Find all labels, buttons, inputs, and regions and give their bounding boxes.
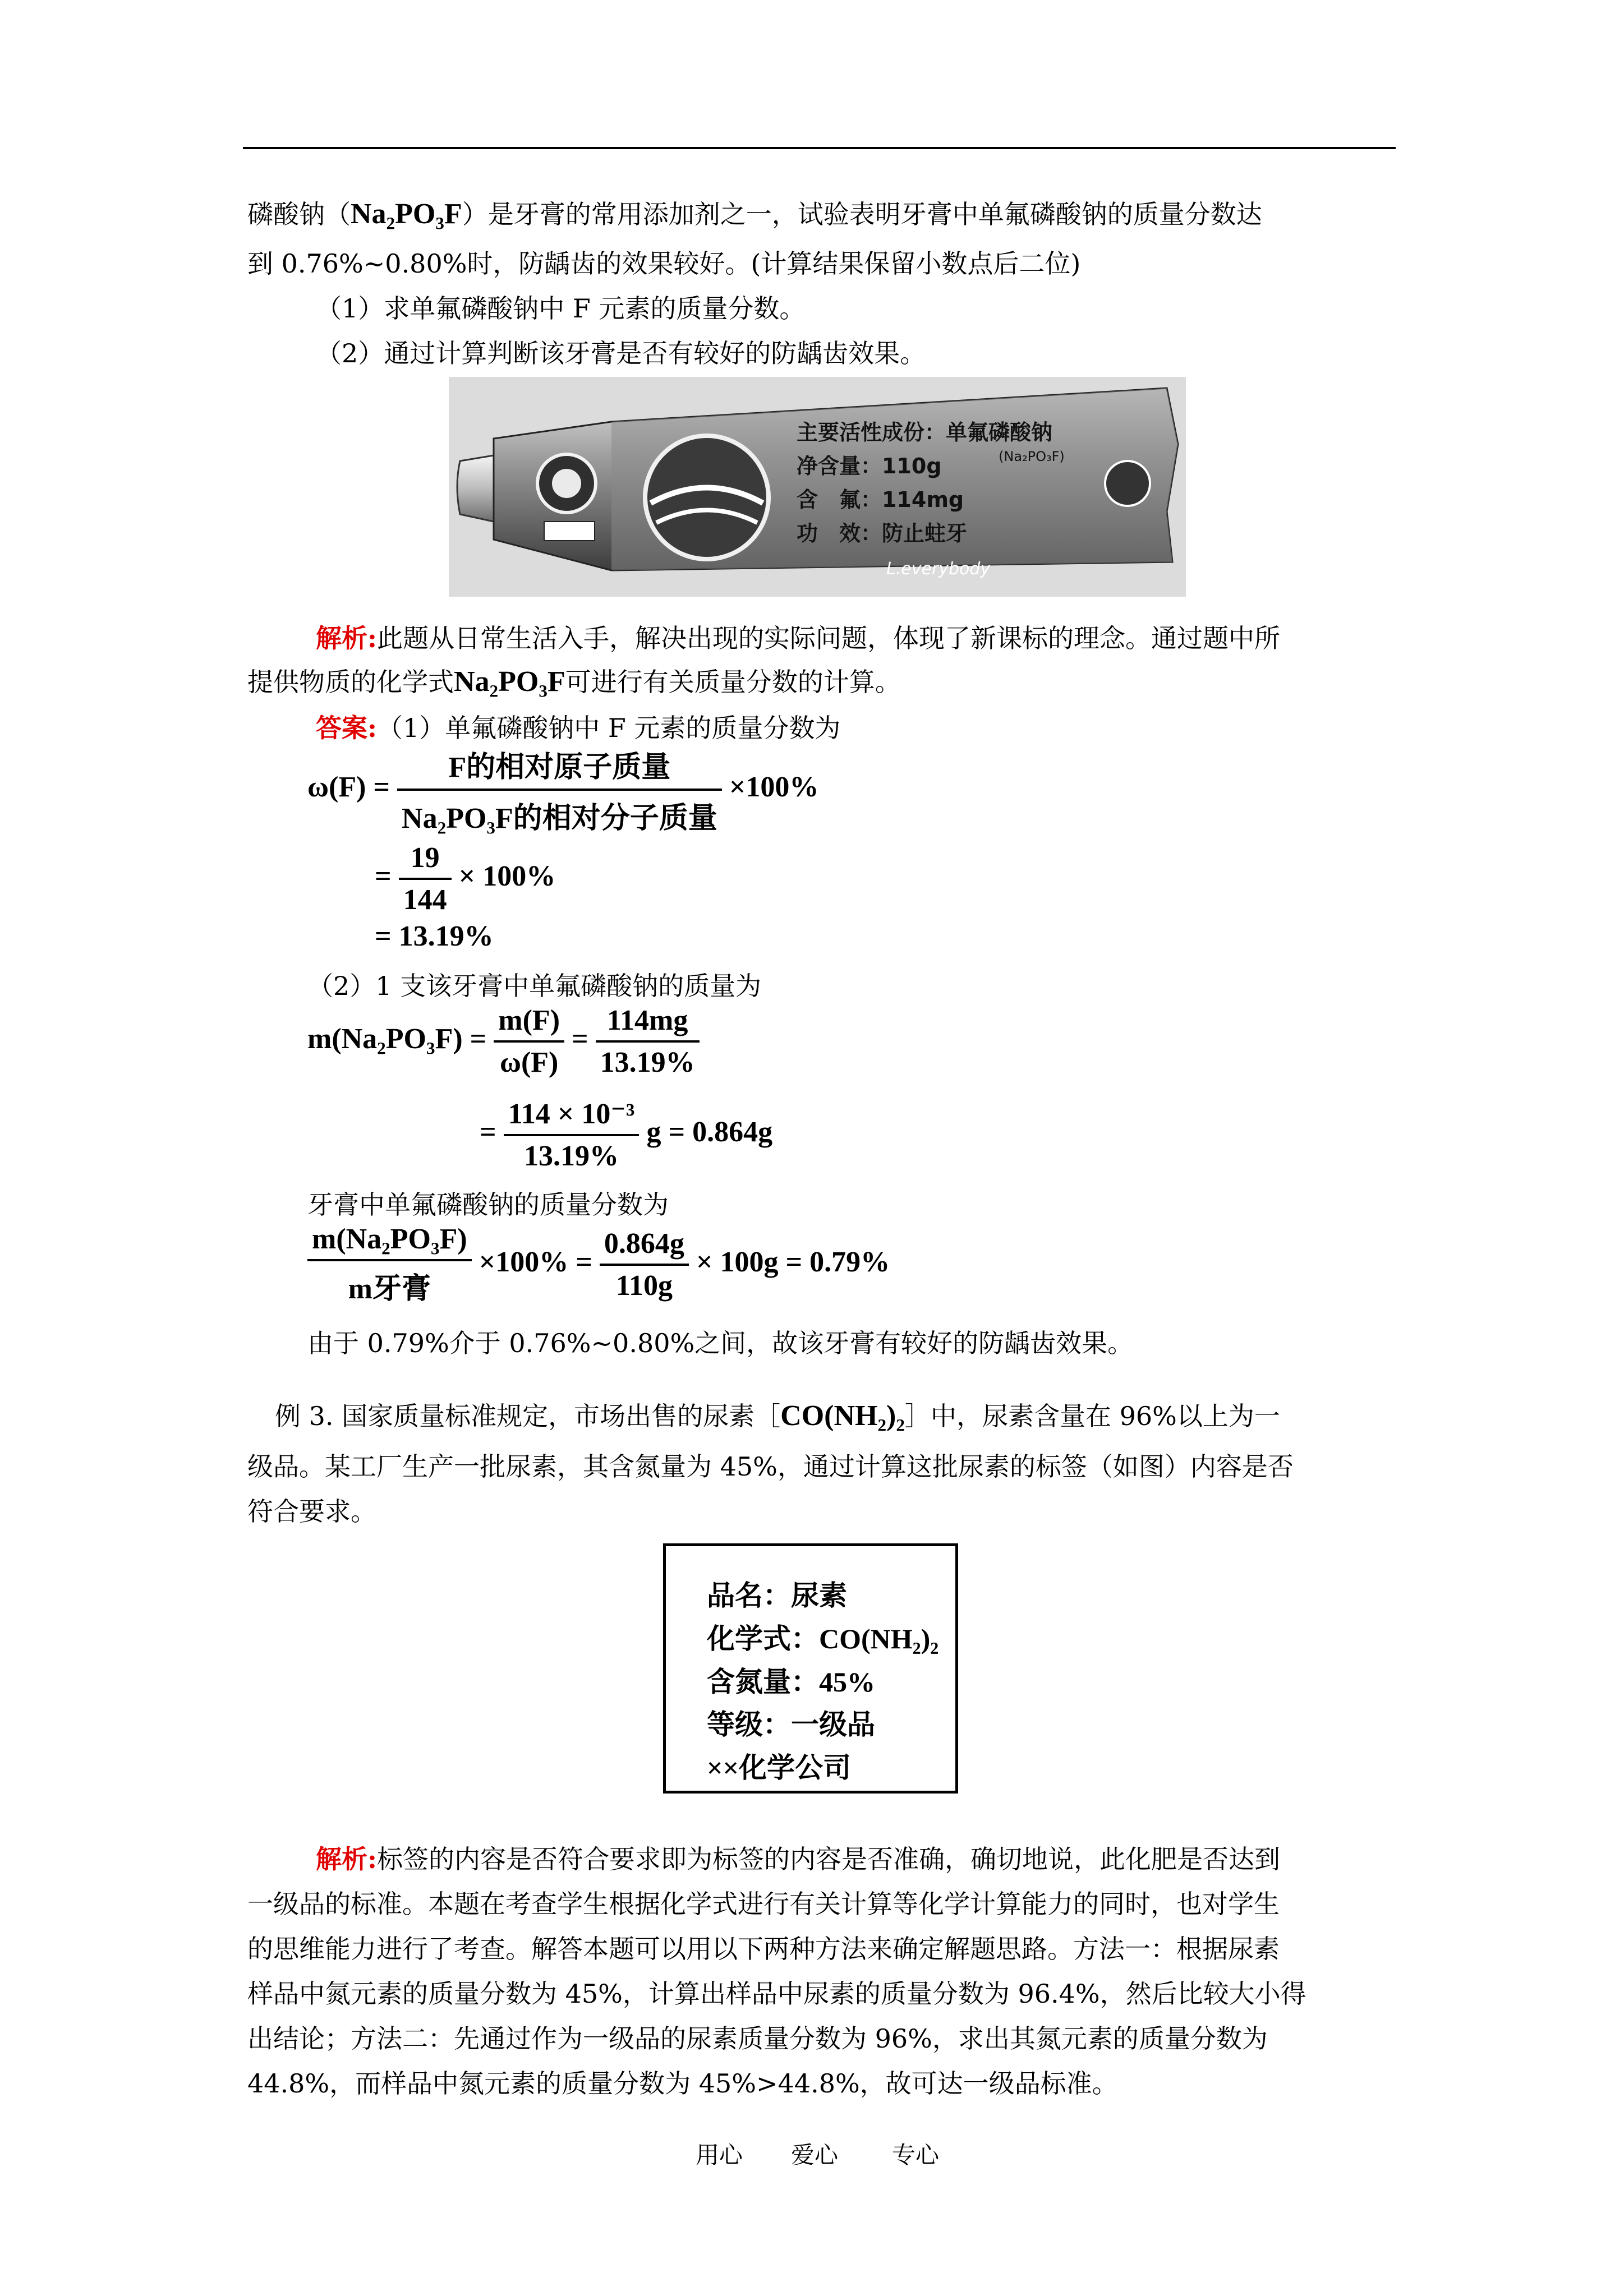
conclusion: 由于 0.79%介于 0.76%~0.80%之间，故该牙膏有较好的防龋齿效果。 xyxy=(307,1328,1134,1358)
formula-fluorine-step: = $\frac{19}{144}$ × 100% xyxy=(375,842,556,916)
urea-label-box xyxy=(663,1543,958,1794)
analysis-2-line-1: 解析:标签的内容是否符合要求即为标签的内容是否准确，确切地说，此化肥是否达到 xyxy=(316,1844,1280,1874)
tube-label-effect: 功 效：防止蛀牙 xyxy=(797,521,968,546)
chem-formula: CO(NH₂)₂ xyxy=(780,1400,905,1432)
tube-brand: L.everybody xyxy=(886,559,991,579)
question-1: （1）求单氟磷酸钠中 F 元素的质量分数。 xyxy=(316,293,806,324)
example-3-line-3: 符合要求。 xyxy=(247,1496,376,1527)
formula-mass-step: = $\frac{\text{114 × 10⁻³}}{13.19\%}$ g = 0.864g xyxy=(480,1096,772,1173)
formula-fluorine-fraction: ω(F) = $\frac{\text{F的相对原子质量}}{\text{Na₂PO₃F的相对分子质量}}$ ×100% xyxy=(307,743,818,836)
tube-label-fluorine: 含 氟：114mg xyxy=(797,487,964,512)
analysis-tag: 解析: xyxy=(316,1844,377,1874)
footer-zhuanxin: 专心 xyxy=(892,2141,940,2169)
formula-mass: m(Na₂PO₃F) = $\frac{m(F)}{\omega(F)}$ = $\frac{114mg}{13.19\%}$ xyxy=(307,1004,700,1079)
answer-tag: 答案: xyxy=(316,713,377,743)
analysis-2-line-3: 的思维能力进行了考查。解答本题可以用以下两种方法来确定解题思路。方法一：根据尿素 xyxy=(247,1934,1280,1964)
analysis-2-line-5: 出结论；方法二：先通过作为一级品的尿素质量分数为 96%，求出其氮元素的质量分数为 xyxy=(247,2023,1268,2054)
formula-fluorine-result: = 13.19% xyxy=(375,920,494,952)
example-3-line-2: 级品。某工厂生产一批尿素，其含氮量为 45%，通过计算这批尿素的标签（如图）内容是否 xyxy=(247,1451,1294,1482)
label-name: 品名：尿素 xyxy=(707,1580,847,1611)
chem-formula: Na₂PO₃F xyxy=(454,666,565,698)
label-formula: 化学式：CO(NH₂)₂ xyxy=(707,1623,939,1654)
tube-label-formula: (Na₂PO₃F) xyxy=(999,449,1065,464)
answer-2-head: （2）1 支该牙膏中单氟磷酸钠的质量为 xyxy=(307,971,762,1001)
label-company: ××化学公司 xyxy=(707,1752,851,1783)
analysis-2-line-6: 44.8%，而样品中氮元素的质量分数为 45%>44.8%，故可达一级品标准。 xyxy=(247,2068,1118,2099)
footer-aixin: 爱心 xyxy=(791,2141,839,2169)
answer-1-head: 答案:（1）单氟磷酸钠中 F 元素的质量分数为 xyxy=(316,713,841,743)
analysis-1-line-2: 提供物质的化学式Na₂PO₃F可进行有关质量分数的计算。 xyxy=(247,666,901,698)
header-rule xyxy=(243,147,1396,149)
analysis-tag: 解析: xyxy=(316,623,377,653)
tube-label-ingredient: 主要活性成份：单氟磷酸钠 xyxy=(797,420,1053,445)
label-grade: 等级：一级品 xyxy=(707,1709,875,1740)
chem-formula: Na₂PO₃F xyxy=(351,198,462,230)
question-2: （2）通过计算判断该牙膏是否有较好的防龋齿效果。 xyxy=(316,338,926,368)
analysis-2-line-2: 一级品的标准。本题在考查学生根据化学式进行有关计算等化学计算能力的同时，也对学生 xyxy=(247,1889,1280,1919)
formula-toothpaste-fraction: $\frac{\text{m(Na₂PO₃F)}}{\text{m牙膏}}$ ×100% = $\frac{0.864g}{110g}$ × 100g = 0.79% xyxy=(307,1223,890,1307)
label-nitrogen: 含氮量：45% xyxy=(707,1666,875,1698)
analysis-1-line-1: 解析:此题从日常生活入手，解决出现的实际问题，体现了新课标的理念。通过题中所 xyxy=(316,623,1280,653)
toothpaste-tube-image xyxy=(449,377,1186,597)
fraction-head: 牙膏中单氟磷酸钠的质量分数为 xyxy=(307,1190,669,1220)
example-3-line-1: 例 3. 国家质量标准规定，市场出售的尿素［CO(NH₂)₂］中，尿素含量在 96%以上为一 xyxy=(275,1400,1280,1432)
tube-label-net: 净含量：110g xyxy=(797,454,942,478)
intro-line-2: 到 0.76%~0.80%时，防龋齿的效果较好。(计算结果保留小数点后二位) xyxy=(247,248,1081,279)
footer-yongxin: 用心 xyxy=(696,2141,743,2169)
analysis-2-line-4: 样品中氮元素的质量分数为 45%，计算出样品中尿素的质量分数为 96.4%，然后比较大小得 xyxy=(247,1979,1306,2009)
intro-line-1: 磷酸钠（Na₂PO₃F）是牙膏的常用添加剂之一，试验表明牙膏中单氟磷酸钠的质量分数达 xyxy=(247,198,1262,230)
